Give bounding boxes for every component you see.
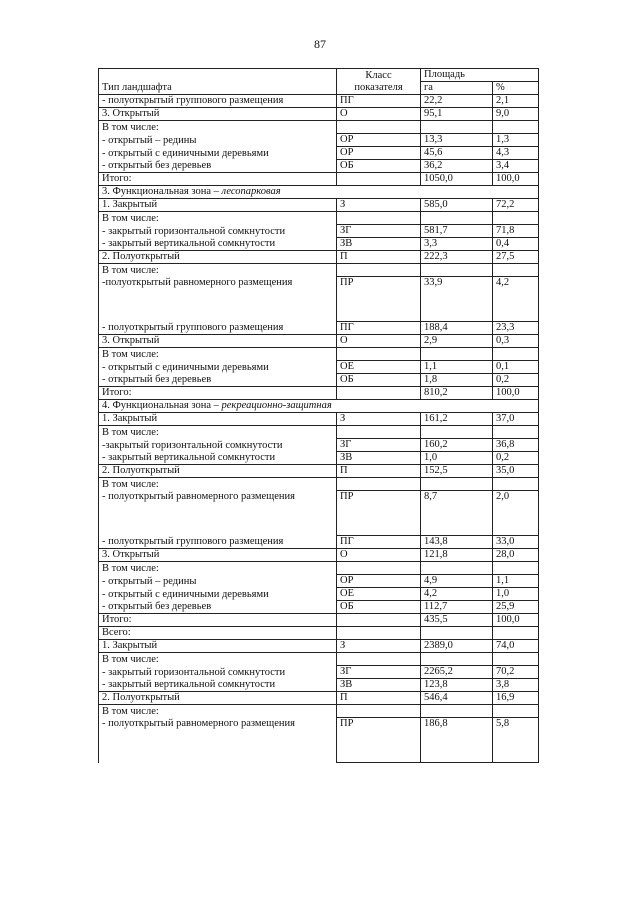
cell-landscape-type: - открытый – редины	[99, 134, 337, 147]
cell-area-pct	[493, 478, 539, 491]
cell-area-ha: 2265,2	[421, 666, 493, 679]
cell-area-pct	[493, 212, 539, 225]
cell-class: ЗГ	[337, 439, 421, 452]
cell-area-ha: 2,9	[421, 335, 493, 348]
cell-area-ha: 2389,0	[421, 640, 493, 653]
cell-class	[337, 264, 421, 277]
cell-landscape-type: 1. Закрытый	[99, 640, 337, 653]
table-row	[99, 400, 539, 413]
table-row	[99, 374, 539, 387]
cell-area-ha: 546,4	[421, 692, 493, 705]
table-row	[99, 361, 539, 374]
cell-landscape-type: - открытый без деревьев	[99, 160, 337, 173]
table-row	[99, 575, 539, 588]
cell-area-pct: 3,4	[493, 160, 539, 173]
cell-area-pct: 27,5	[493, 251, 539, 264]
cell-class	[337, 627, 421, 640]
table-row	[99, 199, 539, 212]
cell-class: П	[337, 251, 421, 264]
cell-class: О	[337, 549, 421, 562]
cell-area-pct	[493, 348, 539, 361]
cell-class: З	[337, 640, 421, 653]
table-row	[99, 238, 539, 251]
cell-area-pct: 74,0	[493, 640, 539, 653]
cell-area-ha: 585,0	[421, 199, 493, 212]
cell-area-pct	[493, 562, 539, 575]
cell-landscape-type: - закрытый вертикальной сомкнутости	[99, 679, 337, 692]
table-row	[99, 614, 539, 627]
cell-area-ha: 161,2	[421, 413, 493, 426]
table-row	[99, 666, 539, 679]
cell-landscape-type: 2. Полуоткрытый	[99, 465, 337, 478]
table-row	[99, 95, 539, 108]
cell-area-ha: 581,7	[421, 225, 493, 238]
cell-area-ha: 143,8	[421, 536, 493, 549]
cell-class: ОБ	[337, 374, 421, 387]
cell-class: ПГ	[337, 95, 421, 108]
cell-landscape-type: 3. Открытый	[99, 549, 337, 562]
cell-landscape-type: - открытый с единичными деревьями	[99, 588, 337, 601]
table-row	[99, 588, 539, 601]
cell-area-pct: 25,9	[493, 601, 539, 614]
cell-landscape-type: В том числе:	[99, 705, 337, 718]
cell-area-ha: 152,5	[421, 465, 493, 478]
cell-area-pct: 1,3	[493, 134, 539, 147]
cell-landscape-type: В том числе:	[99, 562, 337, 575]
cell-class	[337, 212, 421, 225]
cell-area-ha: 1,8	[421, 374, 493, 387]
cell-class: ПР	[337, 277, 421, 322]
table-row	[99, 439, 539, 452]
table-row	[99, 465, 539, 478]
cell-landscape-type: В том числе:	[99, 212, 337, 225]
landscape-table	[98, 68, 539, 763]
table-row	[99, 147, 539, 160]
table-row	[99, 322, 539, 335]
cell-class: П	[337, 465, 421, 478]
cell-area-ha	[421, 212, 493, 225]
zone-heading	[99, 400, 539, 413]
cell-area-ha	[421, 348, 493, 361]
cell-class: ЗВ	[337, 452, 421, 465]
table-row	[99, 108, 539, 121]
cell-landscape-type: Итого:	[99, 387, 337, 400]
cell-landscape-type: - закрытый вертикальной сомкнутости	[99, 238, 337, 251]
cell-class: ОБ	[337, 160, 421, 173]
table-row	[99, 627, 539, 640]
cell-area-pct: 36,8	[493, 439, 539, 452]
cell-area-ha: 810,2	[421, 387, 493, 400]
cell-area-ha: 123,8	[421, 679, 493, 692]
cell-area-ha: 121,8	[421, 549, 493, 562]
cell-landscape-type: -закрытый горизонтальной сомкнутости	[99, 439, 337, 452]
zone-heading-name: рекреационно-защитная	[221, 400, 332, 411]
table-row	[99, 653, 539, 666]
cell-area-pct: 2,1	[493, 95, 539, 108]
cell-class: ОР	[337, 575, 421, 588]
cell-class	[337, 348, 421, 361]
cell-class: О	[337, 335, 421, 348]
header-class-line2: показателя	[354, 82, 403, 93]
cell-class: О	[337, 108, 421, 121]
cell-area-pct: 4,2	[493, 277, 539, 322]
cell-area-ha: 1050,0	[421, 173, 493, 186]
cell-area-ha	[421, 478, 493, 491]
cell-class	[337, 121, 421, 134]
cell-class: ОЕ	[337, 588, 421, 601]
header-area-pct: %	[493, 82, 539, 95]
cell-landscape-type: - полуоткрытый группового размещения	[99, 536, 337, 549]
cell-landscape-type: 3. Открытый	[99, 335, 337, 348]
cell-area-pct: 28,0	[493, 549, 539, 562]
cell-area-ha	[421, 562, 493, 575]
cell-landscape-type: - полуоткрытый группового размещения	[99, 322, 337, 335]
cell-area-pct: 5,8	[493, 718, 539, 763]
cell-area-pct: 0,4	[493, 238, 539, 251]
cell-class: ОЕ	[337, 361, 421, 374]
cell-class	[337, 173, 421, 186]
table-row	[99, 348, 539, 361]
cell-class: ПГ	[337, 322, 421, 335]
cell-area-pct: 0,1	[493, 361, 539, 374]
cell-landscape-type: В том числе:	[99, 478, 337, 491]
cell-landscape-type: 3. Открытый	[99, 108, 337, 121]
table-row	[99, 173, 539, 186]
cell-landscape-type: В том числе:	[99, 348, 337, 361]
cell-area-pct: 70,2	[493, 666, 539, 679]
cell-area-pct: 23,3	[493, 322, 539, 335]
cell-area-ha: 1,0	[421, 452, 493, 465]
cell-area-ha: 188,4	[421, 322, 493, 335]
cell-area-ha	[421, 264, 493, 277]
cell-area-ha: 112,7	[421, 601, 493, 614]
table-row	[99, 413, 539, 426]
cell-area-pct: 9,0	[493, 108, 539, 121]
cell-class	[337, 387, 421, 400]
table-row	[99, 692, 539, 705]
cell-area-ha: 435,5	[421, 614, 493, 627]
cell-area-ha	[421, 426, 493, 439]
cell-area-pct	[493, 426, 539, 439]
table-row	[99, 251, 539, 264]
cell-landscape-type: - полуоткрытый равномерного размещения	[99, 491, 337, 536]
cell-class	[337, 478, 421, 491]
cell-class: ЗВ	[337, 238, 421, 251]
table-row	[99, 640, 539, 653]
cell-class: ПР	[337, 491, 421, 536]
zone-heading-name: лесопарковая	[221, 186, 281, 197]
header-area-ha: га	[421, 82, 493, 95]
cell-landscape-type: 1. Закрытый	[99, 413, 337, 426]
cell-landscape-type: - открытый с единичными деревьями	[99, 361, 337, 374]
table-row	[99, 186, 539, 199]
cell-area-pct: 100,0	[493, 173, 539, 186]
cell-area-pct: 100,0	[493, 387, 539, 400]
table-row	[99, 601, 539, 614]
cell-area-ha: 13,3	[421, 134, 493, 147]
cell-class: ОБ	[337, 601, 421, 614]
cell-area-pct: 0,2	[493, 452, 539, 465]
cell-area-ha: 36,2	[421, 160, 493, 173]
cell-area-ha: 4,9	[421, 575, 493, 588]
cell-area-pct: 3,8	[493, 679, 539, 692]
table-row	[99, 335, 539, 348]
table-row	[99, 121, 539, 134]
cell-landscape-type: - полуоткрытый равномерного размещения	[99, 718, 337, 763]
header-class	[337, 69, 421, 95]
cell-class: ЗГ	[337, 666, 421, 679]
cell-class: З	[337, 413, 421, 426]
cell-landscape-type: Итого:	[99, 614, 337, 627]
cell-area-ha: 160,2	[421, 439, 493, 452]
cell-landscape-type: 2. Полуоткрытый	[99, 251, 337, 264]
table-body	[99, 95, 539, 763]
cell-class: ЗВ	[337, 679, 421, 692]
cell-area-ha: 33,9	[421, 277, 493, 322]
cell-area-ha: 8,7	[421, 491, 493, 536]
cell-area-pct	[493, 653, 539, 666]
table-row	[99, 225, 539, 238]
table-row	[99, 212, 539, 225]
table-row	[99, 705, 539, 718]
cell-area-pct: 37,0	[493, 413, 539, 426]
cell-landscape-type: В том числе:	[99, 121, 337, 134]
table-row	[99, 264, 539, 277]
cell-area-pct: 72,2	[493, 199, 539, 212]
cell-area-pct	[493, 264, 539, 277]
cell-area-pct: 2,0	[493, 491, 539, 536]
cell-class	[337, 705, 421, 718]
cell-area-pct: 16,9	[493, 692, 539, 705]
cell-landscape-type: - закрытый горизонтальной сомкнутости	[99, 666, 337, 679]
table-row	[99, 452, 539, 465]
cell-area-pct: 33,0	[493, 536, 539, 549]
cell-landscape-type: - закрытый горизонтальной сомкнутости	[99, 225, 337, 238]
cell-class	[337, 426, 421, 439]
cell-class: ОР	[337, 147, 421, 160]
cell-class	[337, 614, 421, 627]
zone-heading-prefix: 3. Функциональная зона –	[102, 186, 222, 197]
table-row	[99, 679, 539, 692]
cell-area-ha: 222,3	[421, 251, 493, 264]
cell-area-ha: 22,2	[421, 95, 493, 108]
table-row	[99, 134, 539, 147]
cell-landscape-type: В том числе:	[99, 426, 337, 439]
cell-landscape-type: 2. Полуоткрытый	[99, 692, 337, 705]
cell-area-pct: 0,2	[493, 374, 539, 387]
cell-landscape-type: -полуоткрытый равномерного размещения	[99, 277, 337, 322]
cell-area-ha: 186,8	[421, 718, 493, 763]
cell-area-ha: 45,6	[421, 147, 493, 160]
cell-area-pct	[493, 627, 539, 640]
cell-class: ПГ	[337, 536, 421, 549]
table-row	[99, 549, 539, 562]
table-row	[99, 277, 539, 322]
table-row	[99, 160, 539, 173]
cell-landscape-type: Всего:	[99, 627, 337, 640]
cell-area-ha	[421, 705, 493, 718]
cell-landscape-type: 1. Закрытый	[99, 199, 337, 212]
cell-class: З	[337, 199, 421, 212]
cell-area-pct	[493, 705, 539, 718]
cell-area-pct	[493, 121, 539, 134]
cell-landscape-type: В том числе:	[99, 653, 337, 666]
table-row	[99, 562, 539, 575]
table-row	[99, 426, 539, 439]
cell-landscape-type: В том числе:	[99, 264, 337, 277]
cell-area-ha: 4,2	[421, 588, 493, 601]
cell-area-pct: 71,8	[493, 225, 539, 238]
header-area: Площадь	[421, 69, 539, 82]
cell-area-ha	[421, 653, 493, 666]
cell-landscape-type: - открытый без деревьев	[99, 374, 337, 387]
table-row	[99, 491, 539, 536]
table-row	[99, 536, 539, 549]
cell-area-ha	[421, 627, 493, 640]
cell-class: ПР	[337, 718, 421, 763]
page-number: 87	[314, 37, 326, 51]
cell-landscape-type: - закрытый вертикальной сомкнутости	[99, 452, 337, 465]
table-row	[99, 387, 539, 400]
cell-class	[337, 562, 421, 575]
table-row	[99, 718, 539, 763]
cell-area-ha	[421, 121, 493, 134]
cell-landscape-type: - полуоткрытый группового размещения	[99, 95, 337, 108]
cell-area-pct: 1,0	[493, 588, 539, 601]
cell-area-pct: 4,3	[493, 147, 539, 160]
cell-area-ha: 1,1	[421, 361, 493, 374]
cell-area-pct: 1,1	[493, 575, 539, 588]
cell-area-ha: 95,1	[421, 108, 493, 121]
cell-class: ЗГ	[337, 225, 421, 238]
cell-class	[337, 653, 421, 666]
cell-class: П	[337, 692, 421, 705]
header-landscape-type: Тип ландшафта	[99, 69, 337, 95]
zone-heading	[99, 186, 539, 199]
table-row	[99, 478, 539, 491]
cell-class: ОР	[337, 134, 421, 147]
header-class-line1: Класс	[365, 70, 392, 81]
zone-heading-prefix: 4. Функциональная зона –	[102, 400, 222, 411]
cell-area-pct: 35,0	[493, 465, 539, 478]
cell-area-pct: 0,3	[493, 335, 539, 348]
cell-landscape-type: - открытый – редины	[99, 575, 337, 588]
cell-area-ha: 3,3	[421, 238, 493, 251]
cell-landscape-type: - открытый с единичными деревьями	[99, 147, 337, 160]
cell-area-pct: 100,0	[493, 614, 539, 627]
cell-landscape-type: Итого:	[99, 173, 337, 186]
cell-landscape-type: - открытый без деревьев	[99, 601, 337, 614]
